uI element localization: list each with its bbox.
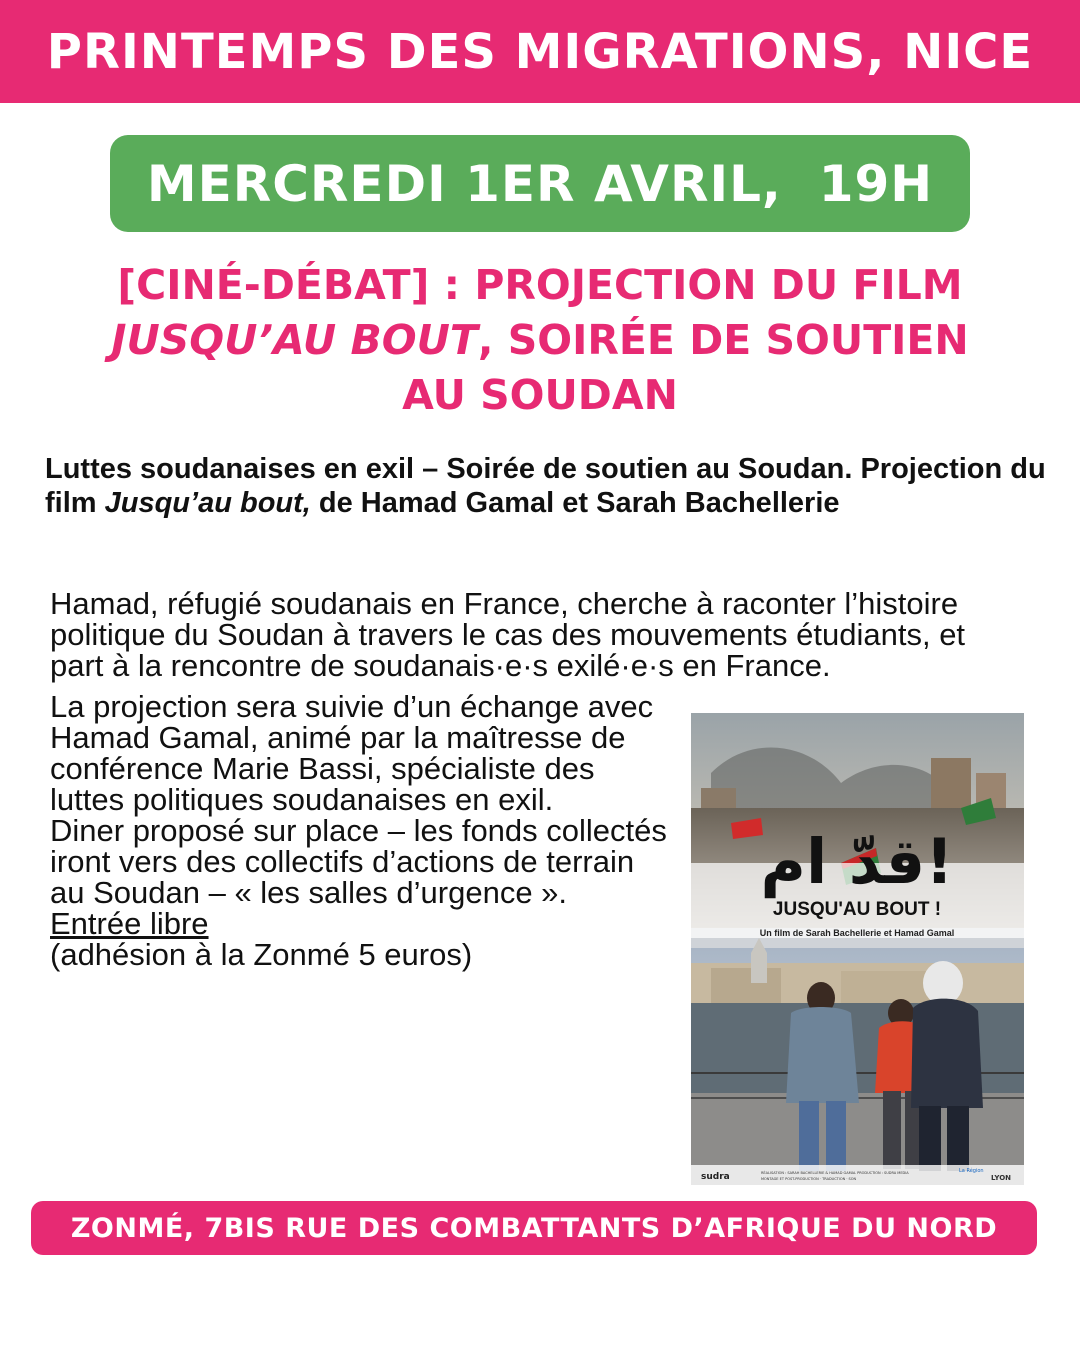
event-title-line2-rest: , SOIRÉE DE SOUTIEN xyxy=(477,316,969,364)
poster-logo-lyon: LYON xyxy=(991,1174,1011,1182)
poster-credit: Un film de Sarah Bachellerie et Hamad Gamal xyxy=(759,928,955,938)
poster-footer-credits2: MONTAGE ET POST-PRODUCTION · TRADUCTION · SON xyxy=(761,1177,857,1181)
poster-footer-credits: RÉALISATION : SARAH BACHELLERIE & HAMAD GAMAL PRODUCTION : SUDRA MEDIA xyxy=(761,1171,909,1175)
film-poster-image xyxy=(691,713,1024,1185)
event-title-line2 xyxy=(40,313,1040,368)
subtitle-film: Jusqu’au bout, xyxy=(104,487,311,519)
date-text: MERCREDI 1ER AVRIL, 19H xyxy=(146,154,934,213)
event-title xyxy=(40,258,1040,423)
adhesion-text: (adhésion à la Zonmé 5 euros) xyxy=(50,937,473,972)
event-title-line1: [CINÉ-DÉBAT] : PROJECTION DU FILM xyxy=(117,261,963,309)
subtitle-part1: Luttes soudanaises en exil – Soirée de soutien au Soudan. Projection du film xyxy=(45,453,1046,519)
address-badge xyxy=(31,1201,1037,1255)
synopsis-paragraph: Hamad, réfugié soudanais en France, cherche à raconter l’histoire politique du Soudan à travers le cas des mouvements étudiants, et part à la rencontre de soudanais·e·s exilé·e·s en France. xyxy=(50,586,966,683)
entree-libre-text: Entrée libre xyxy=(50,906,209,941)
poster-logo-region: La Région xyxy=(959,1168,984,1174)
header-title: PRINTEMPS DES MIGRATIONS, NICE xyxy=(46,23,1034,80)
subtitle-part2: de Hamad Gamal et Sarah Bachellerie xyxy=(310,487,840,519)
film-title: JUSQU’AU BOUT xyxy=(111,316,478,364)
film-poster xyxy=(691,713,1024,1185)
dinner-paragraph: Diner proposé sur place – les fonds collectés iront vers des collectifs d’actions de terrain au Soudan – « les salles d’urgence ». xyxy=(50,813,667,910)
poster-arabic-title: قدّ ام! xyxy=(760,825,954,898)
debate-paragraph: La projection sera suivie d’un échange avec Hamad Gamal, animé par la maîtresse de conférence Marie Bassi, spécialiste des luttes politiques soudanaises en exil. xyxy=(50,689,654,817)
event-subtitle xyxy=(45,452,1055,520)
event-title-line3: AU SOUDAN xyxy=(402,371,678,419)
address-text: ZONMÉ, 7BIS RUE DES COMBATTANTS D’AFRIQUE DU NORD xyxy=(70,1212,998,1244)
poster-title: JUSQU'AU BOUT ! xyxy=(772,899,942,920)
poster-logo-sudra: sudra xyxy=(701,1172,730,1182)
header-banner xyxy=(0,0,1080,103)
date-badge xyxy=(110,135,970,232)
details-block xyxy=(50,691,675,970)
